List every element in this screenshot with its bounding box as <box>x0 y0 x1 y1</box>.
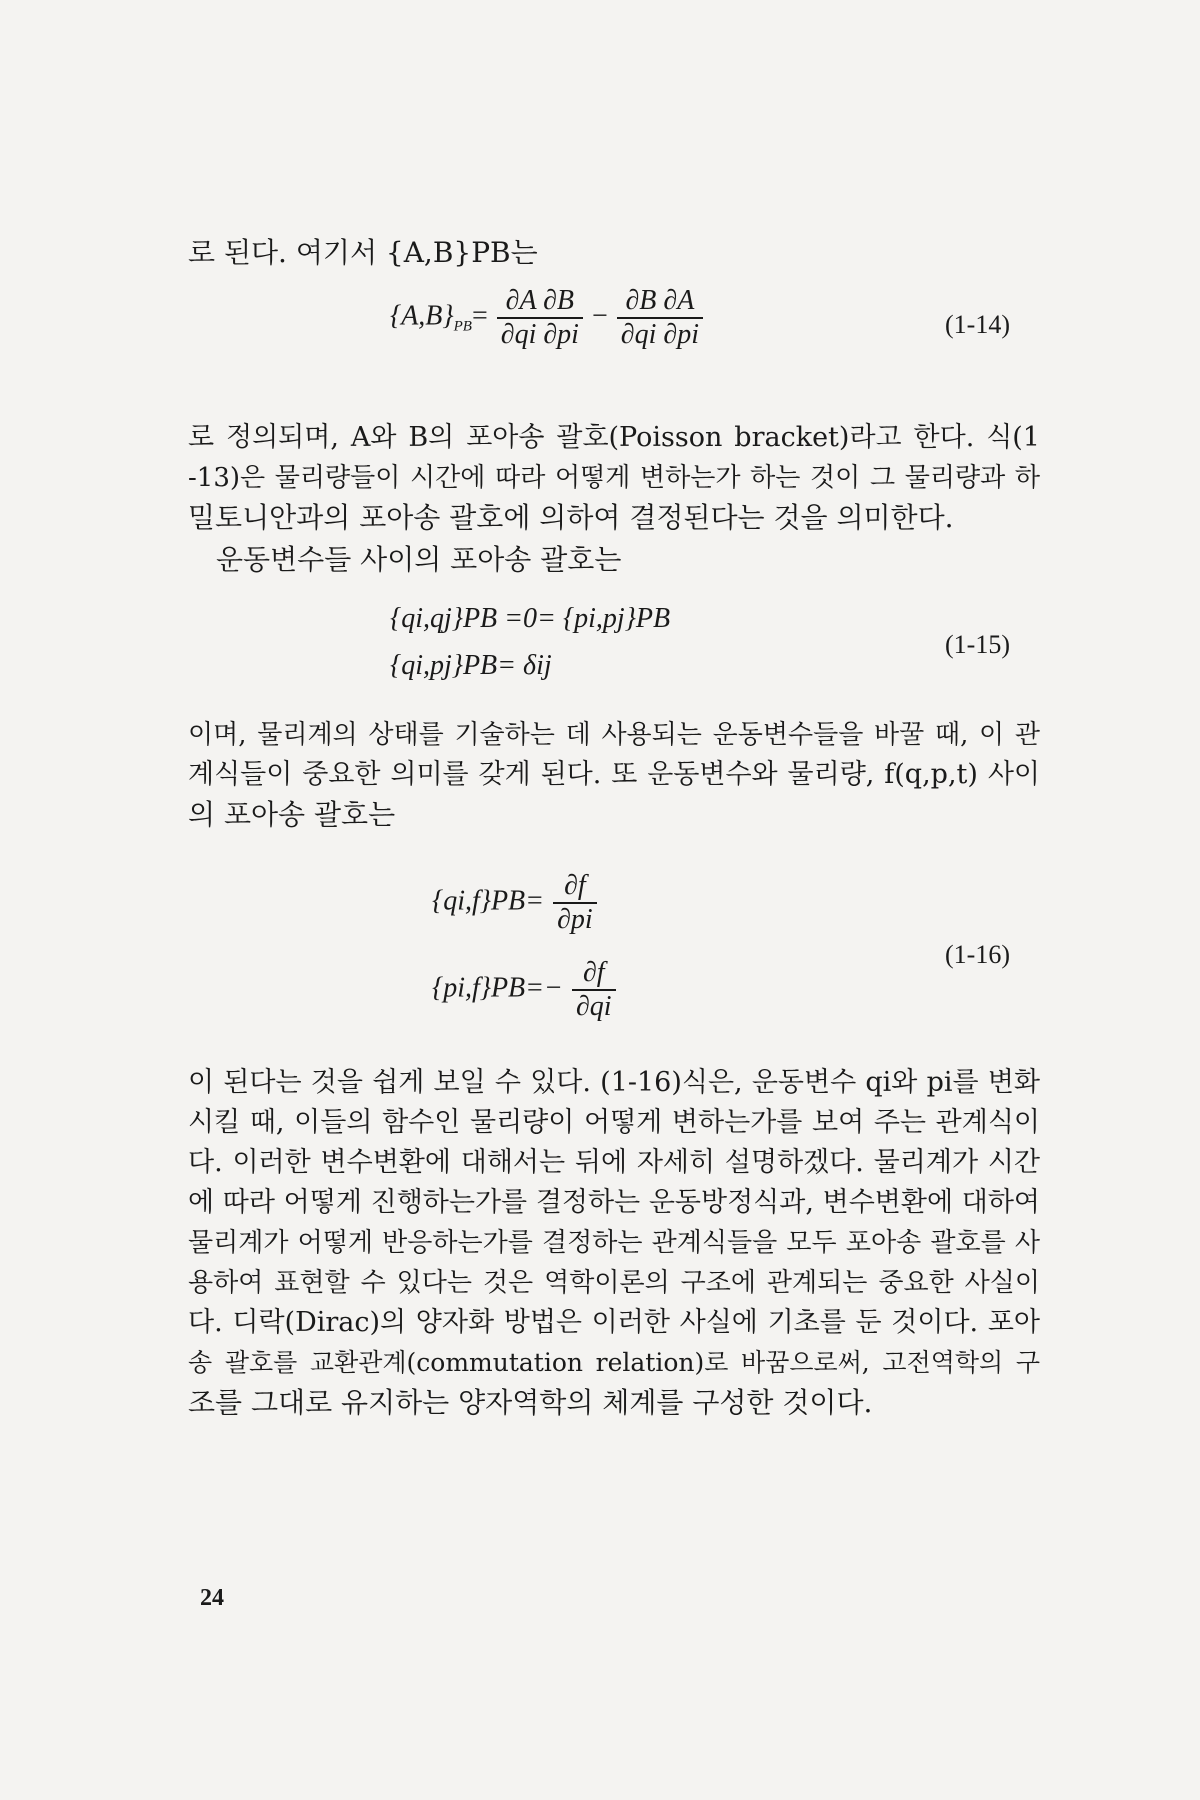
para4-line-8: 송 괄호를 교환관계(commutation relation)로 바꿈으로써, 고전역학의 구 <box>188 1348 1040 1377</box>
para4-line-9: 조를 그대로 유지하는 양자역학의 체계를 구성한 것이다. <box>188 1386 873 1419</box>
eq-1-16-line-2-num: ∂f <box>572 957 616 991</box>
eq-1-14-sub: PB <box>453 318 472 335</box>
eq-1-14-frac2-num: ∂B ∂A <box>617 285 703 319</box>
eq-1-16-line-1-num: ∂f <box>553 870 597 904</box>
equation-1-14 <box>390 285 705 351</box>
eq-1-14-frac2 <box>617 285 703 351</box>
eq-1-14-frac1-num: ∂A ∂B <box>497 285 583 319</box>
eq-1-15-line-2: {qi,pj}PB= δij <box>390 650 552 681</box>
para4-line-3: 다. 이러한 변수변환에 대해서는 뒤에 자세히 설명하겠다. 물리계가 시간 <box>188 1147 1040 1178</box>
eq-1-14-lhs: {A,B} <box>390 300 454 332</box>
eq-1-16-line-2-den: ∂qi <box>575 991 612 1022</box>
eq-1-16-line-2-frac <box>572 957 616 1023</box>
eq-1-15-line-1: {qi,qj}PB =0= {pi,pj}PB <box>390 603 671 634</box>
para1-line-2: -13)은 물리량들이 시간에 따라 어떻게 변하는가 하는 것이 그 물리량과 하 <box>188 463 1040 493</box>
page-number: 24 <box>200 1585 224 1611</box>
para2-line: 운동변수들 사이의 포아송 괄호는 <box>216 543 622 576</box>
eq-1-16-line-1-den: ∂pi <box>557 904 593 935</box>
para4-line-1: 이 된다는 것을 쉽게 보일 수 있다. (1-16)식은, 운동변수 qi와 pi를 변화 <box>188 1067 1040 1098</box>
eq-1-16-line-2-lhs: {pi,f}PB=− <box>432 972 563 1004</box>
eq-1-16-line-1-lhs: {qi,f}PB= <box>432 885 545 917</box>
para1-line-3: 밀토니안과의 포아송 괄호에 의하여 결정된다는 것을 의미한다. <box>188 501 954 534</box>
intro-line: 로 된다. 여기서 {A,B}PB는 <box>188 236 538 269</box>
eq-1-16-line-1 <box>432 870 599 936</box>
eq-1-16-line-2 <box>432 957 618 1023</box>
para3-line-2: 계식들이 중요한 의미를 갖게 된다. 또 운동변수와 물리량, f(q,p,t) 사이 <box>188 759 1040 790</box>
para4-line-7: 다. 디락(Dirac)의 양자화 방법은 이러한 사실에 기초를 둔 것이다. 포아 <box>188 1307 1040 1338</box>
eq-1-14-frac1 <box>497 285 583 351</box>
eq-1-14-minus: − <box>591 300 608 332</box>
para1-line-1: 로 정의되며, A와 B의 포아송 괄호(Poisson bracket)라고 한다. 식(1 <box>188 422 1040 453</box>
eq-1-16-line-1-frac <box>553 870 597 936</box>
eq-1-15-number: (1-15) <box>945 630 1010 659</box>
para4-line-6: 용하여 표현할 수 있다는 것은 역학이론의 구조에 관계되는 중요한 사실이 <box>188 1268 1040 1298</box>
eq-1-14-number: (1-14) <box>945 310 1010 339</box>
para4-line-2: 시킬 때, 이들의 함수인 물리량이 어떻게 변하는가를 보여 주는 관계식이 <box>188 1107 1040 1138</box>
eq-1-14-frac2-den: ∂qi ∂pi <box>620 319 699 350</box>
para4-line-4: 에 따라 어떻게 진행하는가를 결정하는 운동방정식과, 변수변환에 대하여 <box>188 1187 1040 1218</box>
eq-1-14-frac1-den: ∂qi ∂pi <box>500 319 579 350</box>
para4-line-5: 물리계가 어떻게 반응하는가를 결정하는 관계식들을 모두 포아송 괄호를 사 <box>188 1228 1040 1258</box>
para3-line-3: 의 포아송 괄호는 <box>188 798 396 831</box>
eq-1-16-number: (1-16) <box>945 940 1010 969</box>
eq-1-14-equals: = <box>471 300 488 332</box>
para3-line-1: 이며, 물리계의 상태를 기술하는 데 사용되는 운동변수들을 바꿀 때, 이 관 <box>188 720 1040 750</box>
